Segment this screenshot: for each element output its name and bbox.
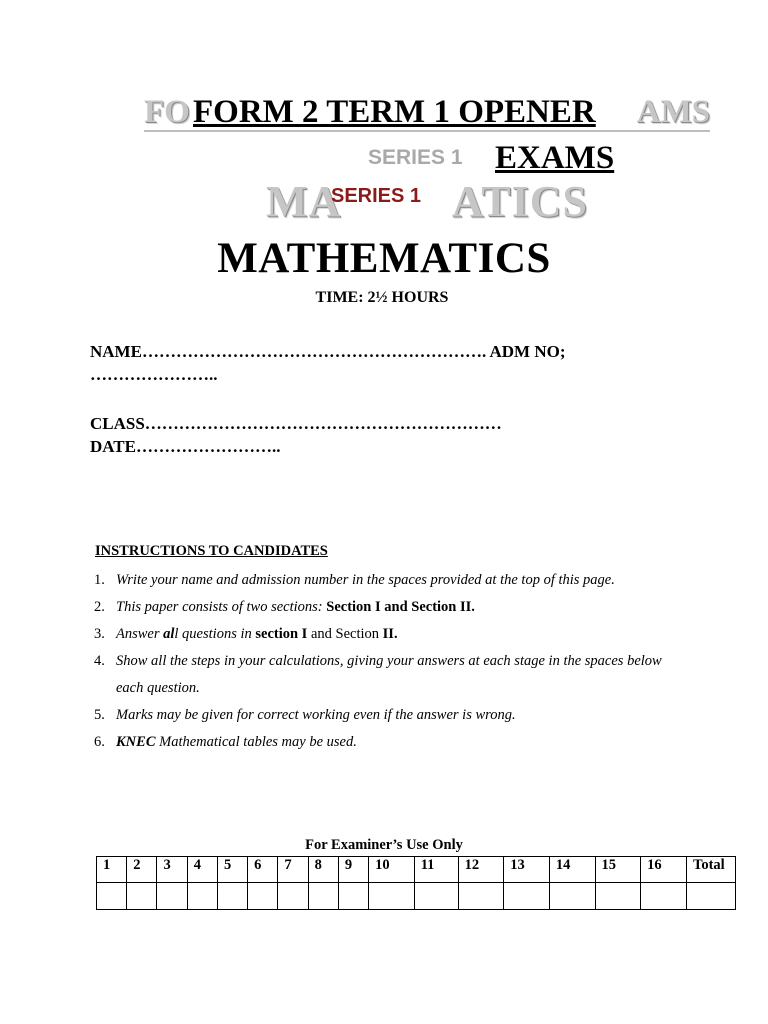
time-allowed: TIME: 2½ HOURS — [315, 289, 449, 306]
instruction-emphasis: al — [163, 626, 175, 642]
instruction-number: 5. — [94, 707, 105, 723]
score-cell[interactable] — [157, 883, 187, 910]
instruction-number: 6. — [94, 734, 105, 750]
series-label: SERIES 1 — [331, 185, 422, 207]
score-cell[interactable] — [217, 883, 247, 910]
score-cell[interactable] — [248, 883, 278, 910]
subject-heading: MATHEMATICS — [217, 235, 551, 282]
instruction-item — [94, 702, 674, 729]
table-header-cell: 7 — [278, 857, 308, 883]
score-cell[interactable] — [338, 883, 368, 910]
table-header-cell: 8 — [308, 857, 338, 883]
table-header-cell: 4 — [187, 857, 217, 883]
name-adm-field[interactable]: NAME……………………………………………………. ADM NO; — [90, 342, 566, 361]
instruction-emphasis: section I — [255, 626, 308, 642]
table-header-cell: 9 — [338, 857, 368, 883]
instruction-item — [94, 729, 674, 756]
instruction-number: 1. — [94, 572, 105, 588]
table-header-cell: 6 — [248, 857, 278, 883]
examiner-caption: For Examiner’s Use Only — [305, 837, 463, 853]
score-cell[interactable] — [414, 883, 458, 910]
score-cell[interactable] — [278, 883, 308, 910]
table-header-row — [97, 857, 736, 883]
instruction-text: Write your name and admission number in the spaces provided at the top of this page. — [116, 572, 615, 588]
score-cell[interactable] — [549, 883, 595, 910]
table-header-cell: 11 — [414, 857, 458, 883]
instruction-emphasis: Section I and Section II. — [326, 599, 475, 615]
instruction-item — [94, 648, 674, 702]
score-cell[interactable] — [127, 883, 157, 910]
score-cell[interactable] — [187, 883, 217, 910]
table-header-cell: 10 — [369, 857, 415, 883]
instruction-text: Show all the steps in your calculations, giving your answers at each stage in the spaces below each question. — [116, 653, 662, 696]
table-score-row — [97, 883, 736, 910]
table-header-cell: 1 — [97, 857, 127, 883]
table-header-cell: 3 — [157, 857, 187, 883]
score-cell[interactable] — [97, 883, 127, 910]
instruction-text: l questions in — [174, 626, 256, 642]
score-cell[interactable] — [458, 883, 504, 910]
adm-number-field[interactable]: ………………….. — [90, 365, 218, 384]
instruction-emphasis: II. — [382, 626, 398, 642]
class-field[interactable]: CLASS……………………………………………………… — [90, 414, 502, 433]
table-header-cell: 13 — [504, 857, 550, 883]
watermark-title-right: AMS — [636, 94, 710, 130]
instruction-number: 2. — [94, 599, 105, 615]
instruction-text: and Section — [307, 626, 383, 642]
date-field[interactable]: DATE…………………….. — [90, 437, 281, 456]
table-header-cell: 12 — [458, 857, 504, 883]
watermark-subject-left: MA — [266, 177, 342, 226]
instruction-text: Answer — [116, 626, 164, 642]
table-header-cell: 15 — [595, 857, 641, 883]
table-header-cell: Total — [687, 857, 736, 883]
table-header-cell: 14 — [549, 857, 595, 883]
instruction-text: Marks may be given for correct working even if the answer is wrong. — [116, 707, 516, 723]
instruction-text: This paper consists of two sections: — [116, 599, 327, 615]
table-header-cell: 16 — [641, 857, 687, 883]
watermark-series: SERIES 1 — [368, 146, 463, 169]
examiner-table — [96, 856, 736, 910]
exam-title-continued: EXAMS — [495, 140, 615, 176]
instruction-emphasis: KNEC — [116, 734, 156, 750]
instruction-text: Mathematical tables may be used. — [155, 734, 357, 750]
score-cell[interactable] — [641, 883, 687, 910]
instruction-number: 3. — [94, 626, 105, 642]
table-header-cell: 2 — [127, 857, 157, 883]
exam-title: FORM 2 TERM 1 OPENER — [193, 94, 596, 130]
score-cell[interactable] — [369, 883, 415, 910]
score-cell[interactable] — [687, 883, 736, 910]
watermark-title-left: FO — [144, 94, 190, 130]
instruction-item — [94, 621, 674, 648]
score-cell[interactable] — [595, 883, 641, 910]
instruction-item — [94, 567, 674, 594]
instructions-heading: INSTRUCTIONS TO CANDIDATES — [95, 543, 328, 559]
table-header-cell: 5 — [217, 857, 247, 883]
watermark-subject-right: ATICS — [451, 177, 588, 226]
instruction-number: 4. — [94, 653, 105, 669]
score-cell[interactable] — [504, 883, 550, 910]
instructions-list — [94, 567, 674, 756]
instruction-item — [94, 594, 674, 621]
score-cell[interactable] — [308, 883, 338, 910]
